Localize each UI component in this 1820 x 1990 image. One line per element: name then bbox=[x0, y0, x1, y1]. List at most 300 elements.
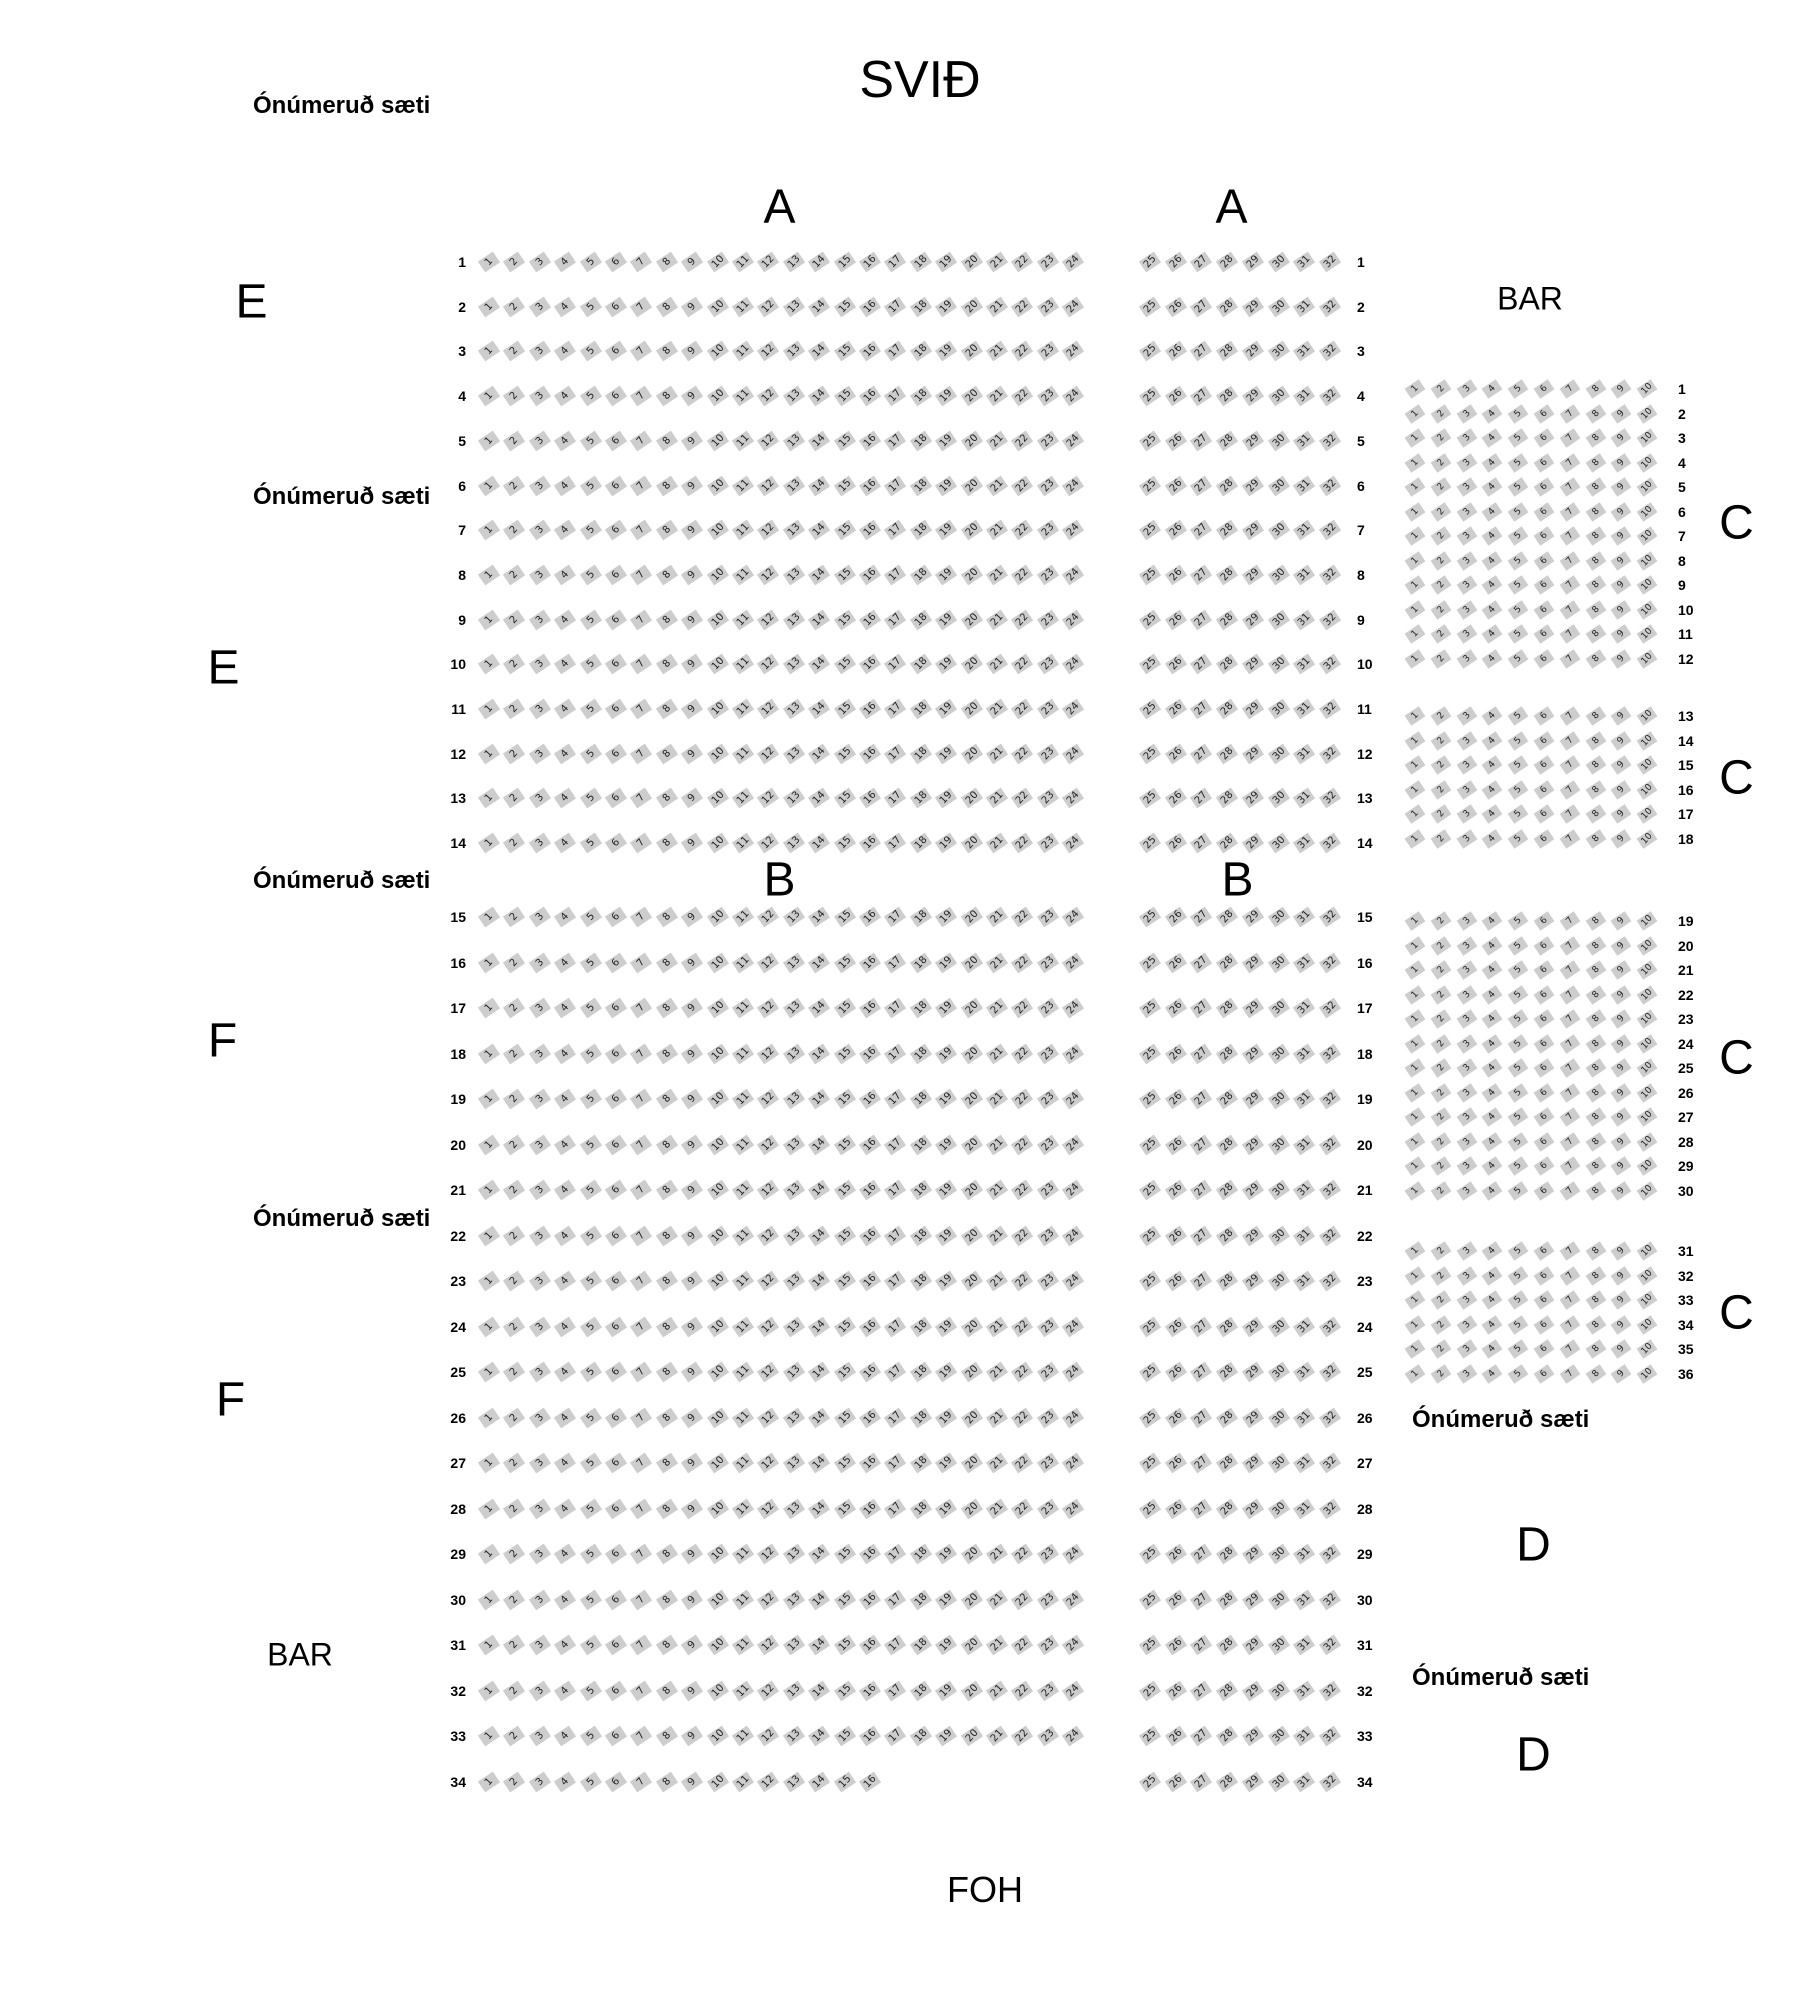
seat[interactable]: 14 bbox=[808, 430, 830, 451]
seat[interactable]: 23 bbox=[1037, 1589, 1059, 1610]
seat[interactable]: 8 bbox=[656, 341, 678, 362]
seat[interactable]: 3 bbox=[1456, 829, 1477, 848]
seat[interactable]: 30 bbox=[1267, 1498, 1289, 1519]
seat[interactable]: 3 bbox=[529, 788, 551, 809]
seat[interactable]: 23 bbox=[1037, 788, 1059, 809]
seat[interactable]: 4 bbox=[1482, 379, 1503, 398]
seat[interactable]: 20 bbox=[960, 341, 982, 362]
seat[interactable]: 11 bbox=[732, 386, 754, 407]
seat[interactable]: 2 bbox=[503, 1498, 525, 1519]
seat[interactable]: 6 bbox=[1534, 379, 1555, 398]
seat[interactable]: 2 bbox=[503, 654, 525, 675]
seat[interactable]: 7 bbox=[630, 1180, 652, 1201]
seat[interactable]: 8 bbox=[1585, 649, 1606, 668]
seat[interactable]: 29 bbox=[1242, 743, 1264, 764]
seat[interactable]: 14 bbox=[808, 1043, 830, 1064]
seat[interactable]: 27 bbox=[1190, 743, 1212, 764]
seat[interactable]: 19 bbox=[935, 907, 957, 928]
seat[interactable]: 3 bbox=[529, 1316, 551, 1337]
seat[interactable]: 13 bbox=[783, 907, 805, 928]
seat[interactable]: 3 bbox=[1456, 1290, 1477, 1309]
seat[interactable]: 20 bbox=[960, 907, 982, 928]
seat[interactable]: 30 bbox=[1267, 341, 1289, 362]
seat[interactable]: 15 bbox=[833, 1271, 855, 1292]
seat[interactable]: 5 bbox=[1508, 911, 1529, 930]
seat[interactable]: 1 bbox=[478, 252, 500, 273]
seat[interactable]: 31 bbox=[1293, 1407, 1315, 1428]
seat[interactable]: 12 bbox=[757, 1271, 779, 1292]
seat[interactable]: 1 bbox=[478, 1134, 500, 1155]
seat[interactable]: 9 bbox=[1611, 1083, 1632, 1102]
seat[interactable]: 21 bbox=[986, 833, 1008, 854]
seat[interactable]: 16 bbox=[859, 952, 881, 973]
seat[interactable]: 21 bbox=[986, 1498, 1008, 1519]
seat[interactable]: 9 bbox=[681, 1134, 703, 1155]
seat[interactable]: 2 bbox=[503, 743, 525, 764]
seat[interactable]: 2 bbox=[1430, 404, 1451, 423]
seat[interactable]: 23 bbox=[1037, 743, 1059, 764]
seat[interactable]: 31 bbox=[1293, 833, 1315, 854]
seat[interactable]: 17 bbox=[884, 430, 906, 451]
seat[interactable]: 16 bbox=[859, 1680, 881, 1701]
seat[interactable]: 9 bbox=[681, 1635, 703, 1656]
seat[interactable]: 3 bbox=[1456, 1241, 1477, 1260]
seat[interactable]: 23 bbox=[1037, 1271, 1059, 1292]
seat[interactable]: 4 bbox=[554, 1726, 576, 1747]
seat[interactable]: 12 bbox=[757, 952, 779, 973]
seat[interactable]: 19 bbox=[935, 520, 957, 541]
seat[interactable]: 11 bbox=[732, 1043, 754, 1064]
seat[interactable]: 9 bbox=[1611, 379, 1632, 398]
seat[interactable]: 4 bbox=[1482, 453, 1503, 472]
seat[interactable]: 31 bbox=[1293, 252, 1315, 273]
seat[interactable]: 10 bbox=[1637, 1034, 1658, 1053]
seat[interactable]: 4 bbox=[554, 1544, 576, 1565]
seat[interactable]: 25 bbox=[1139, 1180, 1161, 1201]
seat[interactable]: 2 bbox=[1430, 1290, 1451, 1309]
seat[interactable]: 25 bbox=[1139, 1089, 1161, 1110]
seat[interactable]: 1 bbox=[1405, 551, 1426, 570]
seat[interactable]: 30 bbox=[1267, 386, 1289, 407]
seat[interactable]: 7 bbox=[630, 1680, 652, 1701]
seat[interactable]: 4 bbox=[1482, 1132, 1503, 1151]
seat[interactable]: 29 bbox=[1242, 296, 1264, 317]
seat[interactable]: 3 bbox=[1456, 1364, 1477, 1383]
seat[interactable]: 20 bbox=[960, 1498, 982, 1519]
seat[interactable]: 18 bbox=[910, 1680, 932, 1701]
seat[interactable]: 9 bbox=[681, 788, 703, 809]
seat[interactable]: 18 bbox=[910, 1498, 932, 1519]
seat[interactable]: 27 bbox=[1190, 1271, 1212, 1292]
seat[interactable]: 7 bbox=[630, 1271, 652, 1292]
seat[interactable]: 14 bbox=[808, 1407, 830, 1428]
seat[interactable]: 14 bbox=[808, 1544, 830, 1565]
seat[interactable]: 20 bbox=[960, 386, 982, 407]
seat[interactable]: 15 bbox=[833, 1043, 855, 1064]
seat[interactable]: 12 bbox=[757, 341, 779, 362]
seat[interactable]: 24 bbox=[1062, 1362, 1084, 1383]
seat[interactable]: 2 bbox=[1430, 936, 1451, 955]
seat[interactable]: 2 bbox=[503, 564, 525, 585]
seat[interactable]: 30 bbox=[1267, 1453, 1289, 1474]
seat[interactable]: 1 bbox=[1405, 379, 1426, 398]
seat[interactable]: 19 bbox=[935, 1544, 957, 1565]
seat[interactable]: 5 bbox=[579, 430, 601, 451]
seat[interactable]: 8 bbox=[1585, 1009, 1606, 1028]
seat[interactable]: 20 bbox=[960, 1453, 982, 1474]
seat[interactable]: 5 bbox=[1508, 1241, 1529, 1260]
seat[interactable]: 9 bbox=[1611, 985, 1632, 1004]
seat[interactable]: 19 bbox=[935, 1271, 957, 1292]
seat[interactable]: 17 bbox=[884, 1043, 906, 1064]
seat[interactable]: 22 bbox=[1011, 1089, 1033, 1110]
seat[interactable]: 15 bbox=[833, 1680, 855, 1701]
seat[interactable]: 16 bbox=[859, 1407, 881, 1428]
seat[interactable]: 12 bbox=[757, 1089, 779, 1110]
seat[interactable]: 26 bbox=[1165, 1635, 1187, 1656]
seat[interactable]: 2 bbox=[1430, 1132, 1451, 1151]
seat[interactable]: 14 bbox=[808, 341, 830, 362]
seat[interactable]: 2 bbox=[1430, 600, 1451, 619]
seat[interactable]: 20 bbox=[960, 430, 982, 451]
seat[interactable]: 11 bbox=[732, 430, 754, 451]
seat[interactable]: 14 bbox=[808, 788, 830, 809]
seat[interactable]: 24 bbox=[1062, 743, 1084, 764]
seat[interactable]: 9 bbox=[681, 907, 703, 928]
seat[interactable]: 5 bbox=[579, 1134, 601, 1155]
seat[interactable]: 10 bbox=[706, 1225, 728, 1246]
seat[interactable]: 8 bbox=[1585, 1181, 1606, 1200]
seat[interactable]: 17 bbox=[884, 952, 906, 973]
seat[interactable]: 7 bbox=[630, 1771, 652, 1792]
seat[interactable]: 10 bbox=[706, 430, 728, 451]
seat[interactable]: 6 bbox=[605, 1180, 627, 1201]
seat[interactable]: 10 bbox=[1637, 624, 1658, 643]
seat[interactable]: 30 bbox=[1267, 296, 1289, 317]
seat[interactable]: 1 bbox=[478, 952, 500, 973]
seat[interactable]: 14 bbox=[808, 743, 830, 764]
seat[interactable]: 3 bbox=[1456, 804, 1477, 823]
seat[interactable]: 21 bbox=[986, 1635, 1008, 1656]
seat[interactable]: 7 bbox=[1559, 804, 1580, 823]
seat[interactable]: 30 bbox=[1267, 833, 1289, 854]
seat[interactable]: 11 bbox=[732, 1225, 754, 1246]
seat[interactable]: 15 bbox=[833, 1589, 855, 1610]
seat[interactable]: 28 bbox=[1216, 1726, 1238, 1747]
seat[interactable]: 5 bbox=[579, 1089, 601, 1110]
seat[interactable]: 19 bbox=[935, 833, 957, 854]
seat[interactable]: 20 bbox=[960, 743, 982, 764]
seat[interactable]: 26 bbox=[1165, 475, 1187, 496]
seat[interactable]: 14 bbox=[808, 252, 830, 273]
seat[interactable]: 25 bbox=[1139, 743, 1161, 764]
seat[interactable]: 12 bbox=[757, 998, 779, 1019]
seat[interactable]: 18 bbox=[910, 1726, 932, 1747]
seat[interactable]: 12 bbox=[757, 1635, 779, 1656]
seat[interactable]: 25 bbox=[1139, 654, 1161, 675]
seat[interactable]: 27 bbox=[1190, 475, 1212, 496]
seat[interactable]: 5 bbox=[1508, 1058, 1529, 1077]
seat[interactable]: 24 bbox=[1062, 430, 1084, 451]
seat[interactable]: 11 bbox=[732, 952, 754, 973]
seat[interactable]: 7 bbox=[1559, 502, 1580, 521]
seat[interactable]: 4 bbox=[1482, 985, 1503, 1004]
seat[interactable]: 2 bbox=[1430, 1058, 1451, 1077]
seat[interactable]: 4 bbox=[1482, 960, 1503, 979]
seat[interactable]: 26 bbox=[1165, 252, 1187, 273]
seat[interactable]: 4 bbox=[1482, 649, 1503, 668]
seat[interactable]: 1 bbox=[1405, 526, 1426, 545]
seat[interactable]: 11 bbox=[732, 475, 754, 496]
seat[interactable]: 28 bbox=[1216, 788, 1238, 809]
seat[interactable]: 29 bbox=[1242, 654, 1264, 675]
seat[interactable]: 17 bbox=[884, 341, 906, 362]
seat[interactable]: 15 bbox=[833, 475, 855, 496]
seat[interactable]: 2 bbox=[1430, 575, 1451, 594]
seat[interactable]: 9 bbox=[681, 699, 703, 720]
seat[interactable]: 26 bbox=[1165, 1089, 1187, 1110]
seat[interactable]: 10 bbox=[1637, 477, 1658, 496]
seat[interactable]: 3 bbox=[529, 699, 551, 720]
seat[interactable]: 3 bbox=[529, 252, 551, 273]
seat[interactable]: 12 bbox=[757, 907, 779, 928]
seat[interactable]: 19 bbox=[935, 1180, 957, 1201]
seat[interactable]: 12 bbox=[757, 252, 779, 273]
seat[interactable]: 30 bbox=[1267, 1726, 1289, 1747]
seat[interactable]: 27 bbox=[1190, 1771, 1212, 1792]
seat[interactable]: 23 bbox=[1037, 386, 1059, 407]
seat[interactable]: 6 bbox=[1534, 1156, 1555, 1175]
seat[interactable]: 1 bbox=[1405, 1181, 1426, 1200]
seat[interactable]: 27 bbox=[1190, 1089, 1212, 1110]
seat[interactable]: 10 bbox=[706, 609, 728, 630]
seat[interactable]: 21 bbox=[986, 430, 1008, 451]
seat[interactable]: 8 bbox=[1585, 960, 1606, 979]
seat[interactable]: 21 bbox=[986, 1726, 1008, 1747]
seat[interactable]: 10 bbox=[1637, 960, 1658, 979]
seat[interactable]: 6 bbox=[605, 475, 627, 496]
seat[interactable]: 10 bbox=[1637, 829, 1658, 848]
seat[interactable]: 4 bbox=[1482, 477, 1503, 496]
seat[interactable]: 15 bbox=[833, 296, 855, 317]
seat[interactable]: 13 bbox=[783, 1453, 805, 1474]
seat[interactable]: 13 bbox=[783, 654, 805, 675]
seat[interactable]: 8 bbox=[656, 252, 678, 273]
seat[interactable]: 26 bbox=[1165, 1680, 1187, 1701]
seat[interactable]: 7 bbox=[1559, 551, 1580, 570]
seat[interactable]: 9 bbox=[681, 252, 703, 273]
seat[interactable]: 25 bbox=[1139, 1134, 1161, 1155]
seat[interactable]: 9 bbox=[1611, 477, 1632, 496]
seat[interactable]: 15 bbox=[833, 654, 855, 675]
seat[interactable]: 9 bbox=[681, 654, 703, 675]
seat[interactable]: 9 bbox=[681, 833, 703, 854]
seat[interactable]: 28 bbox=[1216, 475, 1238, 496]
seat[interactable]: 30 bbox=[1267, 907, 1289, 928]
seat[interactable]: 22 bbox=[1011, 1453, 1033, 1474]
seat[interactable]: 31 bbox=[1293, 1225, 1315, 1246]
seat[interactable]: 10 bbox=[1637, 649, 1658, 668]
seat[interactable]: 12 bbox=[757, 475, 779, 496]
seat[interactable]: 17 bbox=[884, 609, 906, 630]
seat[interactable]: 4 bbox=[1482, 1107, 1503, 1126]
seat[interactable]: 3 bbox=[1456, 985, 1477, 1004]
seat[interactable]: 2 bbox=[1430, 706, 1451, 725]
seat[interactable]: 27 bbox=[1190, 699, 1212, 720]
seat[interactable]: 30 bbox=[1267, 1635, 1289, 1656]
seat[interactable]: 3 bbox=[1456, 1339, 1477, 1358]
seat[interactable]: 14 bbox=[808, 1726, 830, 1747]
seat[interactable]: 30 bbox=[1267, 1271, 1289, 1292]
seat[interactable]: 1 bbox=[478, 833, 500, 854]
seat[interactable]: 10 bbox=[1637, 1009, 1658, 1028]
seat[interactable]: 12 bbox=[757, 564, 779, 585]
seat[interactable]: 4 bbox=[554, 341, 576, 362]
seat[interactable]: 28 bbox=[1216, 1225, 1238, 1246]
seat[interactable]: 3 bbox=[529, 609, 551, 630]
seat[interactable]: 1 bbox=[478, 1362, 500, 1383]
seat[interactable]: 4 bbox=[1482, 706, 1503, 725]
seat[interactable]: 4 bbox=[1482, 428, 1503, 447]
seat[interactable]: 19 bbox=[935, 743, 957, 764]
seat[interactable]: 9 bbox=[1611, 1266, 1632, 1285]
seat[interactable]: 27 bbox=[1190, 386, 1212, 407]
seat[interactable]: 3 bbox=[1456, 428, 1477, 447]
seat[interactable]: 25 bbox=[1139, 1635, 1161, 1656]
seat[interactable]: 8 bbox=[1585, 985, 1606, 1004]
seat[interactable]: 9 bbox=[681, 1726, 703, 1747]
seat[interactable]: 30 bbox=[1267, 1043, 1289, 1064]
seat[interactable]: 19 bbox=[935, 1407, 957, 1428]
seat[interactable]: 22 bbox=[1011, 296, 1033, 317]
seat[interactable]: 19 bbox=[935, 341, 957, 362]
seat[interactable]: 29 bbox=[1242, 1316, 1264, 1337]
seat[interactable]: 1 bbox=[1405, 985, 1426, 1004]
seat[interactable]: 5 bbox=[579, 1271, 601, 1292]
seat[interactable]: 16 bbox=[859, 564, 881, 585]
seat[interactable]: 29 bbox=[1242, 907, 1264, 928]
seat[interactable]: 16 bbox=[859, 654, 881, 675]
seat[interactable]: 3 bbox=[529, 743, 551, 764]
seat[interactable]: 8 bbox=[1585, 1315, 1606, 1334]
seat[interactable]: 6 bbox=[605, 296, 627, 317]
seat[interactable]: 32 bbox=[1319, 1043, 1341, 1064]
seat[interactable]: 6 bbox=[605, 788, 627, 809]
seat[interactable]: 13 bbox=[783, 520, 805, 541]
seat[interactable]: 10 bbox=[706, 1316, 728, 1337]
seat[interactable]: 8 bbox=[656, 1362, 678, 1383]
seat[interactable]: 12 bbox=[757, 788, 779, 809]
seat[interactable]: 21 bbox=[986, 998, 1008, 1019]
seat[interactable]: 1 bbox=[1405, 649, 1426, 668]
seat[interactable]: 10 bbox=[1637, 453, 1658, 472]
seat[interactable]: 17 bbox=[884, 1680, 906, 1701]
seat[interactable]: 23 bbox=[1037, 699, 1059, 720]
seat[interactable]: 8 bbox=[656, 1498, 678, 1519]
seat[interactable]: 6 bbox=[1534, 804, 1555, 823]
seat[interactable]: 6 bbox=[1534, 960, 1555, 979]
seat[interactable]: 1 bbox=[1405, 1364, 1426, 1383]
seat[interactable]: 29 bbox=[1242, 833, 1264, 854]
seat[interactable]: 10 bbox=[706, 296, 728, 317]
seat[interactable]: 29 bbox=[1242, 1453, 1264, 1474]
seat[interactable]: 24 bbox=[1062, 833, 1084, 854]
seat[interactable]: 10 bbox=[706, 1680, 728, 1701]
seat[interactable]: 32 bbox=[1319, 386, 1341, 407]
seat[interactable]: 29 bbox=[1242, 609, 1264, 630]
seat[interactable]: 9 bbox=[681, 1544, 703, 1565]
seat[interactable]: 26 bbox=[1165, 1726, 1187, 1747]
seat[interactable]: 4 bbox=[554, 1316, 576, 1337]
seat[interactable]: 6 bbox=[605, 564, 627, 585]
seat[interactable]: 3 bbox=[529, 341, 551, 362]
seat[interactable]: 25 bbox=[1139, 1362, 1161, 1383]
seat[interactable]: 4 bbox=[554, 520, 576, 541]
seat[interactable]: 10 bbox=[1637, 1156, 1658, 1175]
seat[interactable]: 6 bbox=[605, 907, 627, 928]
seat[interactable]: 16 bbox=[859, 1453, 881, 1474]
seat[interactable]: 4 bbox=[554, 1635, 576, 1656]
seat[interactable]: 2 bbox=[1430, 1156, 1451, 1175]
seat[interactable]: 5 bbox=[579, 1362, 601, 1383]
seat[interactable]: 23 bbox=[1037, 952, 1059, 973]
seat[interactable]: 2 bbox=[503, 252, 525, 273]
seat[interactable]: 3 bbox=[1456, 453, 1477, 472]
seat[interactable]: 19 bbox=[935, 475, 957, 496]
seat[interactable]: 23 bbox=[1037, 1180, 1059, 1201]
seat[interactable]: 27 bbox=[1190, 833, 1212, 854]
seat[interactable]: 25 bbox=[1139, 1271, 1161, 1292]
seat[interactable]: 25 bbox=[1139, 699, 1161, 720]
seat[interactable]: 1 bbox=[478, 1680, 500, 1701]
seat[interactable]: 9 bbox=[1611, 624, 1632, 643]
seat[interactable]: 3 bbox=[1456, 624, 1477, 643]
seat[interactable]: 22 bbox=[1011, 1680, 1033, 1701]
seat[interactable]: 23 bbox=[1037, 1407, 1059, 1428]
seat[interactable]: 19 bbox=[935, 1589, 957, 1610]
seat[interactable]: 2 bbox=[503, 699, 525, 720]
seat[interactable]: 3 bbox=[529, 998, 551, 1019]
seat[interactable]: 19 bbox=[935, 252, 957, 273]
seat[interactable]: 8 bbox=[1585, 575, 1606, 594]
seat[interactable]: 10 bbox=[706, 341, 728, 362]
seat[interactable]: 21 bbox=[986, 564, 1008, 585]
seat[interactable]: 10 bbox=[1637, 1315, 1658, 1334]
seat[interactable]: 31 bbox=[1293, 609, 1315, 630]
seat[interactable]: 27 bbox=[1190, 252, 1212, 273]
seat[interactable]: 7 bbox=[1559, 404, 1580, 423]
seat[interactable]: 27 bbox=[1190, 1544, 1212, 1565]
seat[interactable]: 11 bbox=[732, 907, 754, 928]
seat[interactable]: 29 bbox=[1242, 341, 1264, 362]
seat[interactable]: 6 bbox=[1534, 1058, 1555, 1077]
seat[interactable]: 9 bbox=[1611, 1241, 1632, 1260]
seat[interactable]: 10 bbox=[1637, 936, 1658, 955]
seat[interactable]: 26 bbox=[1165, 1544, 1187, 1565]
seat[interactable]: 22 bbox=[1011, 341, 1033, 362]
seat[interactable]: 17 bbox=[884, 1726, 906, 1747]
seat[interactable]: 21 bbox=[986, 1134, 1008, 1155]
seat[interactable]: 32 bbox=[1319, 1407, 1341, 1428]
seat[interactable]: 28 bbox=[1216, 1635, 1238, 1656]
seat[interactable]: 31 bbox=[1293, 520, 1315, 541]
seat[interactable]: 3 bbox=[1456, 1009, 1477, 1028]
seat[interactable]: 26 bbox=[1165, 1362, 1187, 1383]
seat[interactable]: 13 bbox=[783, 1271, 805, 1292]
seat[interactable]: 4 bbox=[554, 1043, 576, 1064]
seat[interactable]: 5 bbox=[1508, 1083, 1529, 1102]
seat[interactable]: 9 bbox=[1611, 1034, 1632, 1053]
